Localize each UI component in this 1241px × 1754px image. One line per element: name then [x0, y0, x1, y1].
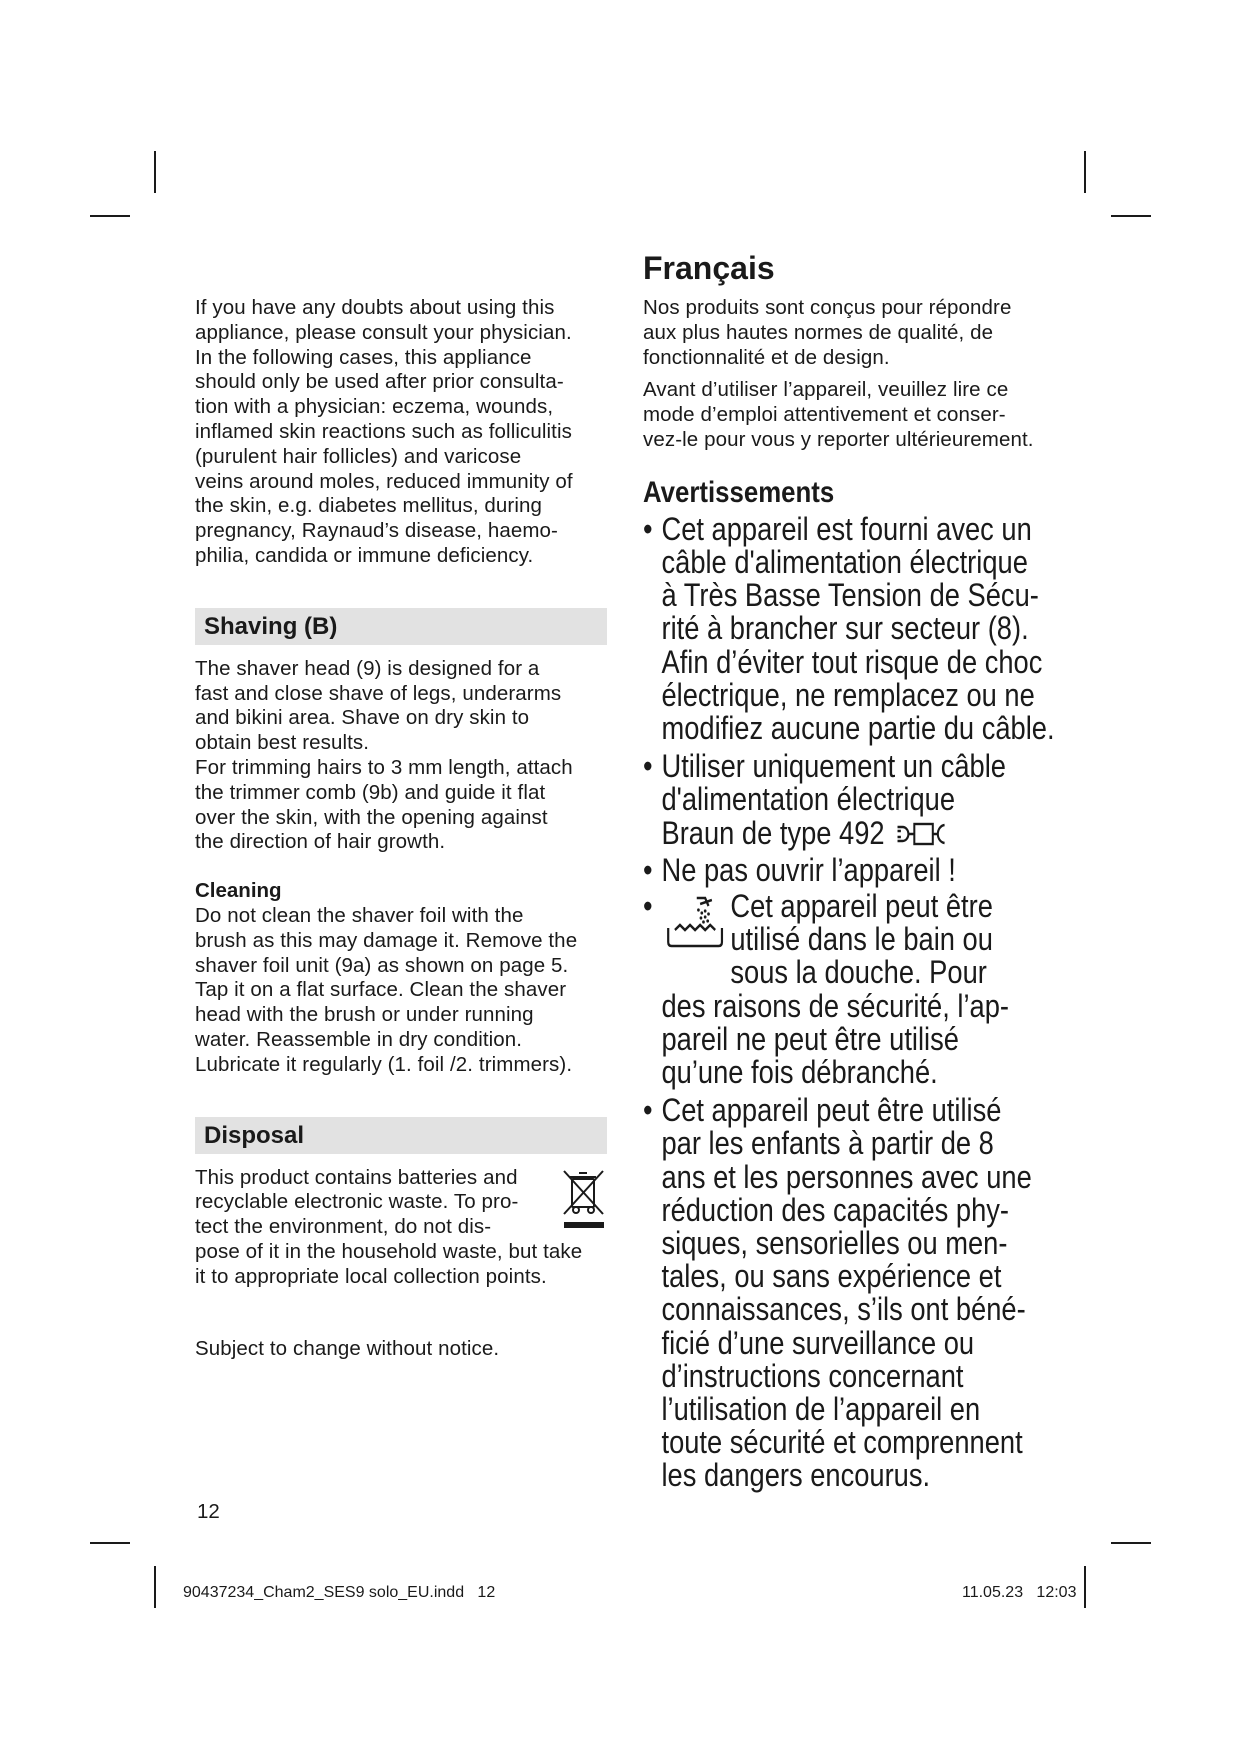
intro-paragraph-fr-2: Avant d’utiliser l’appareil, veuillez lire ce mode d’emploi attentivement et conser- vez-le pour vous y reporter ultérieurement.: [643, 378, 1034, 451]
list-item: • Cet appareil peut être utilisé dans le bain ou sous la douche. Pour des raisons de sécurité, l’ap- pareil ne peut être utilisé qu’une fois débranché.: [643, 888, 1009, 1091]
power-supply-unit-icon: [896, 821, 946, 847]
list-item: • Utiliser uniquement un câble d'alimentation électrique Braun de type 492: [643, 748, 1006, 851]
notice-text: Subject to change without notice.: [195, 1336, 500, 1360]
warnings-list: [643, 510, 1063, 1494]
disposal-paragraph: This product contains batteries and recyclable electronic waste. To pro- tect the environment, do not dis- pose of it in the household waste, but take it to appropriate local collection points.: [195, 1165, 583, 1288]
language-title: Français: [643, 250, 775, 286]
left-column: [195, 296, 610, 1361]
crop-mark: [1084, 151, 1086, 193]
list-item: • Ne pas ouvrir l’appareil !: [643, 851, 956, 888]
shaving-heading: Shaving (B): [195, 608, 607, 645]
page-number: 12: [197, 1500, 220, 1523]
warnings-title: Avertissements: [643, 475, 835, 509]
bullet: •: [643, 510, 653, 547]
disposal-heading: Disposal: [195, 1117, 607, 1154]
list-item: • Cet appareil peut être utilisé par les enfants à partir de 8 ans et les personnes avec une réduction des capacités phy- siques, sensorielles ou men- tales, ou sans expérience et connaissances, s’ils ont béné- ficié d’une surveillance ou d’instructions concernant l’utilisation de l’appareil en toute sécurité et comprennent les dangers encourus.: [643, 1092, 1032, 1494]
footer-file-info: 90437234_Cham2_SES9 solo_EU.indd 12: [183, 1584, 496, 1601]
crop-mark: [1084, 1566, 1086, 1608]
bullet: •: [643, 748, 653, 785]
intro-paragraph-fr-1: Nos produits sont conçus pour répondre aux plus hautes normes de qualité, de fonctionnalité et de design.: [643, 296, 1012, 369]
crossed-out-wheelie-bin-icon: [561, 1168, 607, 1230]
shaving-paragraph: The shaver head (9) is designed for a fast and close shave of legs, underarms and bikini area. Shave on dry skin to obtain best results. For trimming hairs to 3 mm length, attach the trimmer comb (9b) and guide it flat over the skin, with the opening against the direction of hair growth.: [195, 656, 573, 854]
cleaning-paragraph: Do not clean the shaver foil with the brush as this may damage it. Remove the shaver foil unit (9a) as shown on page 5. Tap it on a flat surface. Clean the shaver head with the brush or under running water. Reassemble in dry condition. Lubricate it regularly (1. foil /2. trimmers).: [195, 903, 578, 1076]
bullet: •: [643, 851, 653, 888]
bullet: •: [643, 1092, 653, 1129]
crop-mark: [90, 1542, 130, 1544]
right-column: [643, 248, 1063, 1493]
crop-mark: [1111, 215, 1151, 217]
footer-date: 11.05.23 12:03: [962, 1584, 1077, 1601]
crop-mark: [90, 215, 130, 217]
bullet: •: [643, 888, 653, 925]
crop-mark: [1111, 1542, 1151, 1544]
intro-paragraph: If you have any doubts about using this appliance, please consult your physician. In the following cases, this appliance should only be used after prior consulta- tion with a physician: eczema, wounds, inflamed skin reactions such as folliculitis (purulent hair follicles) and varicose veins around moles, reduced immunity of the skin, e.g. diabetes mellitus, during pregnancy, Raynaud’s disease, haemo- philia, candida or immune deficiency.: [195, 296, 573, 567]
cleaning-heading: Cleaning: [195, 879, 282, 903]
crop-mark: [154, 151, 156, 193]
list-item: • Cet appareil est fourni avec un câble d'alimentation électrique à Très Basse Tension de Sécu- rité à brancher sur secteur (8). Afin d’éviter tout risque de choc électrique, ne remplacez ou ne modifiez aucune partie du câble.: [643, 510, 1055, 746]
bath-shower-icon: [663, 890, 729, 954]
crop-mark: [154, 1566, 156, 1608]
